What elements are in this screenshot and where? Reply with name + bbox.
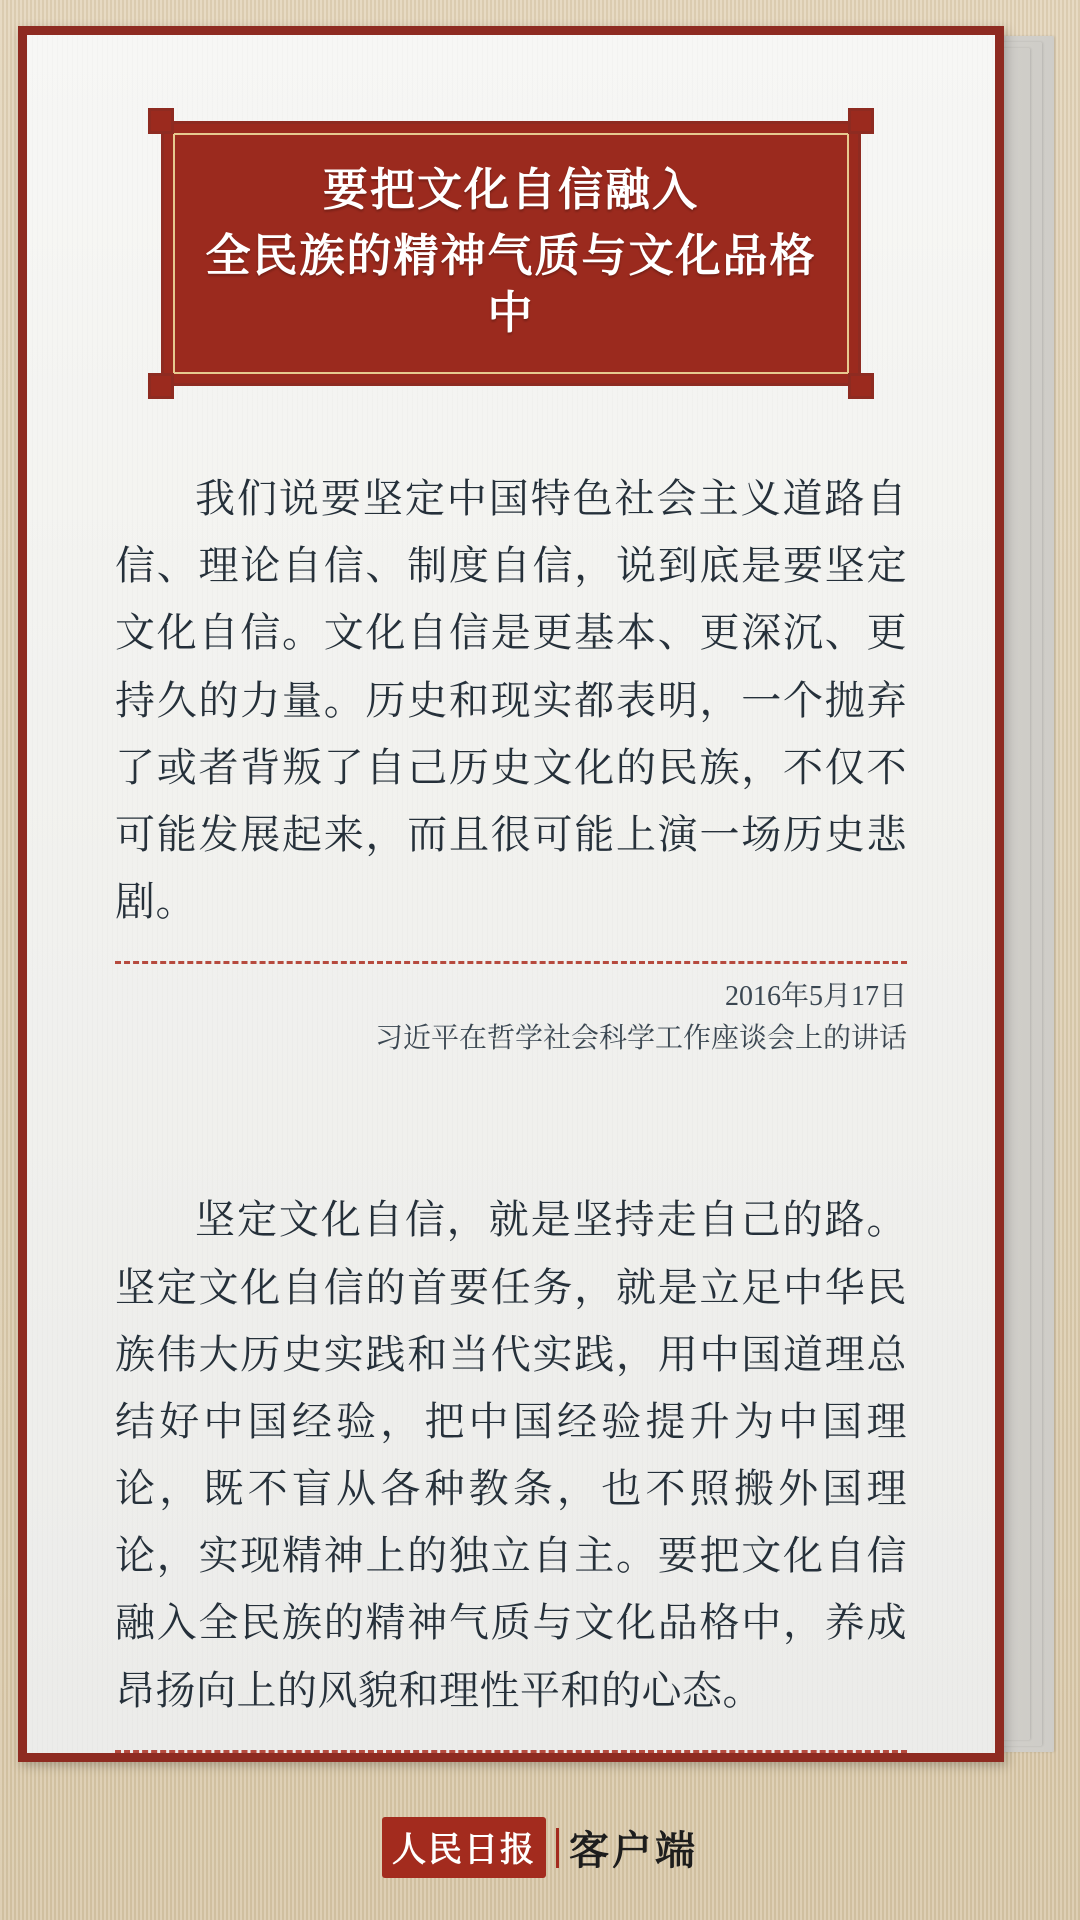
book-card — [18, 26, 1062, 1762]
quote-divider — [115, 961, 907, 964]
plaque-corner-top-left — [148, 108, 174, 134]
page-surface — [27, 35, 995, 1753]
quote-divider — [115, 1750, 907, 1753]
quote-date: 2016年5月17日 — [724, 981, 907, 1013]
red-frame — [18, 26, 1004, 1762]
quote-text: 坚定文化自信，就是坚持走自己的路。坚定文化自信的首要任务，就是立足中华民族伟大历史实践和当代实践，用中国道理总结好中国经验，把中国经验提升为中国理论，既不盲从各种教条，也不照搬外国理论，实现精神上的独立自主。要把文化自信融入全民族的精神气质与文化品格中，养成昂扬向上的风貌和理性平和的心态。 — [115, 1197, 907, 1713]
quote-attribution — [115, 976, 907, 1060]
plaque-corner-top-right — [848, 108, 874, 134]
title-line-2: 全民族的精神气质与文化品格中 — [205, 229, 817, 339]
quote-text: 我们说要坚定中国特色社会主义道路自信、理论自信、制度自信，说到底是要坚定文化自信。文化自信是更基本、更深沉、更持久的力量。历史和现实都表明，一个抛弃了或者背叛了自己历史文化的民族，不仅不可能发展起来，而且很可能上演一场历史悲剧。 — [115, 476, 907, 925]
title-plaque — [161, 121, 861, 386]
quote-block — [115, 465, 907, 1060]
plaque-inner-border — [173, 133, 849, 374]
quote-source: 习近平在哲学社会科学工作座谈会上的讲话 — [374, 1023, 907, 1055]
plaque-corner-bottom-right — [848, 373, 874, 399]
peoples-daily-logo: 人民日报 — [382, 1817, 546, 1878]
title-line-1: 要把文化自信融入 — [322, 164, 699, 215]
plaque-corner-bottom-left — [148, 373, 174, 399]
quote-list — [115, 465, 907, 1753]
quote-block — [115, 1186, 907, 1753]
logo-separator — [556, 1828, 559, 1868]
footer-branding — [0, 1817, 1080, 1878]
app-name-label: 客户端 — [569, 1829, 698, 1873]
